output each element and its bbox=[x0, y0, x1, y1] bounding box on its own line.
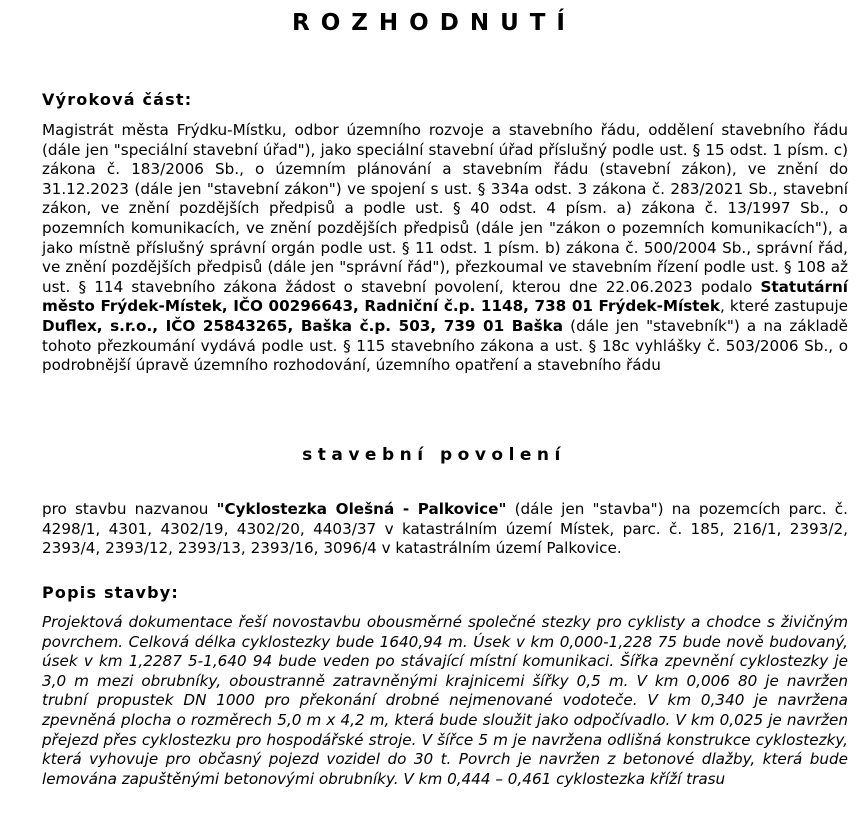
permit-paragraph bbox=[42, 500, 848, 559]
representative: Duflex, s.r.o., IČO 25843265, Baška č.p. 503, 739 01 Baška bbox=[42, 316, 564, 335]
verdict-text-2: , které zastupuje bbox=[719, 297, 849, 316]
construction-name: "Cyklostezka Olešná - Palkovice" bbox=[216, 500, 507, 518]
verdict-text-3: (dále jen "stavebník") a na základě tohoto přezkoumání vydává podle ust. § 115 stavebního zákona a ust. § 18c vyhlášky č. 503/2006 Sb., o podrobnější úpravě územního rozhodování, územního opatření a stavebního řádu bbox=[42, 316, 849, 375]
document-title: ROZHODNUTÍ bbox=[291, 10, 576, 36]
section-description-heading: Popis stavby: bbox=[42, 583, 180, 602]
verdict-paragraph bbox=[42, 121, 848, 376]
permit-text-2: (dále jen "stavba") na pozemcích parc. č. 4298/1, 4301, 4302/19, 4302/20, 4403/37 v katastrálním území Místek, parc. č. 185, 216/1, 2393/2, 2393/4, 2393/12, 2393/13, 2393/16, 3096/4 v katastrálním území Palkovice. bbox=[42, 500, 848, 558]
applicant: Statutární město Frýdek-Místek, IČO 00296643, Radniční č.p. 1148, 738 01 Frýdek-Místek bbox=[42, 277, 848, 316]
section-verdict-heading: Výroková část: bbox=[42, 90, 193, 109]
verdict-text-1: Magistrát města Frýdku-Místku, odbor územního rozvoje a stavebního řádu, oddělení stavebního řádu (dále jen "speciální stavební úřad"), jako speciální stavební úřad příslušný podle ust. § 15 odst. 1 písm. c) zákona č. 183/2006 Sb., o územním plánování a stavebním řádu (stavební zákon), ve znění do 31.12.2023 (dále jen "stavební zákon") ve spojení s ust. § 334a odst. 3 zákona č. 283/2021 Sb., stavební zákon, ve znění pozdějších předpisů a podle ust. § 40 odst. 4 písm. a) zákona č. 13/1997 Sb., o pozemních komunikacích, ve znění pozdějších předpisů (dále jen "zákon o pozemních komunikacích"), a jako místně příslušný správní orgán podle ust. § 11 odst. 1 písm. b) zákona č. 500/2004 Sb., správní řád, ve znění pozdějších předpisů (dále jen "správní řád"), přezkoumal ve stavebním řízení podle ust. § 108 až ust. § 114 stavebního zákona žádost o stavební povolení, kterou dne 22.06.2023 podalo bbox=[42, 121, 848, 296]
permit-text-1: pro stavbu nazvanou bbox=[42, 500, 217, 518]
description-paragraph: Projektová dokumentace řeší novostavbu obousměrné společné stezky pro cyklisty a chodce s živičným povrchem. Celková délka cyklostezky bude 1640,94 m. Úsek v km 0,000-1,228 75 bude nově budovaný, úsek v km 1,2287 5-1,640 94 bude veden po stávající místní komunikaci. Šířka zpevnění cyklostezky je 3,0 m mezi obrubníky, oboustranně zatravněnými krajnicemi šířky 0,5 m. V km 0,006 80 je navržen trubní propustek DN 1000 pro překonání drobné nejmenované vodoteče. V km 0,340 je navržena zpevněná plocha o rozměrech 5,0 m x 4,2 m, která bude sloužit jako odpočívadlo. V km 0,025 je navržen přejezd přes cyklostezku pro hospodářské stroje. V šířce 5 m je navržena odlišná konstrukce cyklostezky, která vyhovuje pro občasný pojezd vozidel do 30 t. Povrch je navržen z betonové dlažby, která bude lemována zapuštěnými betonovými obrubníky. V km 0,444 – 0,461 cyklostezka kříží trasu bbox=[42, 613, 848, 788]
permit-subtitle: stavební povolení bbox=[302, 445, 566, 465]
